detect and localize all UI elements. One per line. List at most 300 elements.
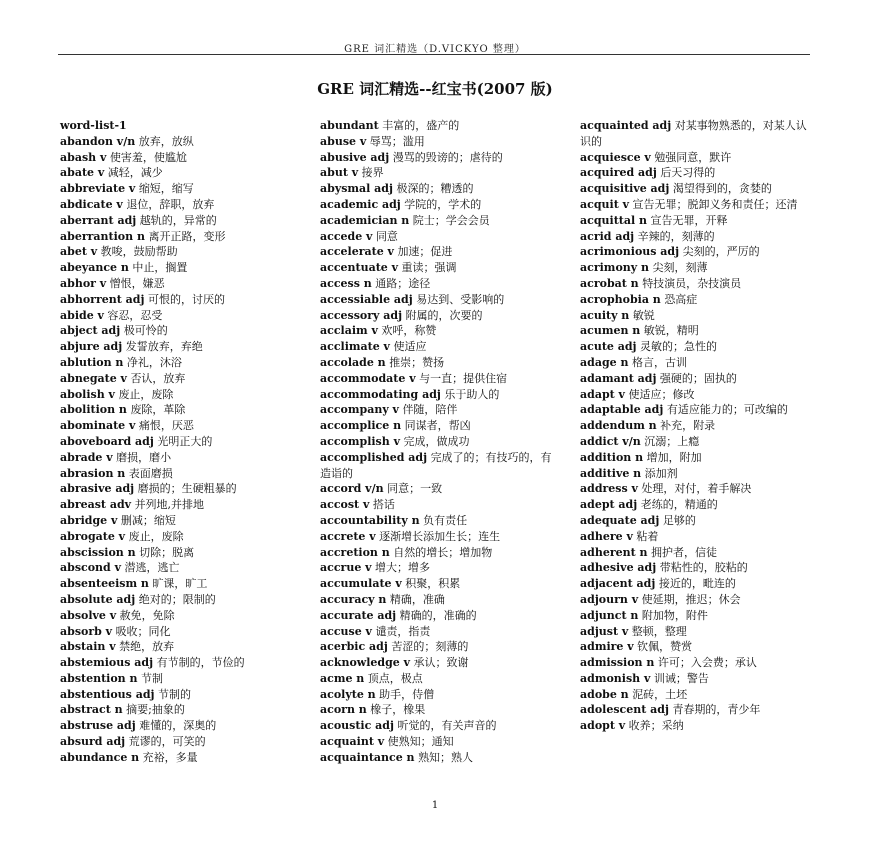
vocab-word: abnegate v [60, 371, 127, 385]
vocab-definition: 精确的，准确的 [399, 608, 477, 622]
vocab-word: word-list-1 [60, 119, 127, 132]
vocab-definition: 荒谬的，可笑的 [128, 735, 206, 749]
vocab-entry [60, 655, 292, 671]
vocab-definition: 教唆，鼓励帮助 [100, 245, 178, 259]
vocab-entry [60, 276, 292, 292]
vocab-definition: 同意 [375, 229, 398, 243]
vocab-word: accentuate v [320, 261, 399, 275]
vocab-definition: 吸收；同化 [115, 624, 171, 638]
vocab-word: abrogate v [60, 529, 126, 543]
vocab-definition: 增加，附加 [646, 450, 702, 464]
vocab-word: accuse v [320, 624, 372, 638]
vocab-definition: 伴随，陪伴 [402, 403, 458, 417]
vocab-word: abrasion n [60, 466, 126, 480]
vocab-entry [320, 450, 552, 482]
vocab-entry [60, 671, 292, 687]
vocab-word: abscission n [60, 545, 136, 559]
vocab-definition: 废除，革除 [130, 403, 186, 417]
vocab-entry [320, 513, 552, 529]
vocab-definition: 节制的 [158, 687, 192, 701]
vocab-word: abandon v/n [60, 134, 136, 148]
vocab-word: acerbic adj [320, 640, 388, 654]
vocab-word: abstentious adj [60, 687, 155, 701]
vocab-definition: 附属的，次要的 [405, 308, 483, 322]
vocab-definition: 节制 [141, 671, 164, 685]
vocab-definition: 磨损，磨小 [116, 450, 172, 464]
vocab-entry [60, 750, 292, 766]
vocab-definition: 重读；强调 [401, 261, 457, 275]
vocab-definition: 强硬的；固执的 [659, 371, 737, 385]
vocab-entry [580, 197, 812, 213]
vocab-word: abuse v [320, 134, 367, 148]
vocab-entry [580, 608, 812, 624]
vocab-definition: 丰富的，盛产的 [382, 119, 460, 132]
vocab-definition: 青春期的，青少年 [672, 703, 761, 717]
vocab-word: adobe n [580, 687, 629, 701]
vocab-entry [60, 181, 292, 197]
vocab-word: acrimony n [580, 261, 649, 275]
header-divider [58, 54, 810, 55]
vocab-word: acoustic adj [320, 719, 394, 733]
vocab-word: adopt v [580, 719, 626, 733]
vocab-entry [320, 181, 552, 197]
vocab-word: abscond v [60, 561, 121, 575]
vocab-word: abolition n [60, 403, 127, 417]
vocab-word: absolve v [60, 608, 117, 622]
vocab-definition: 尖刻，刻薄 [652, 261, 708, 275]
vocab-definition: 使适应；修改 [628, 387, 695, 401]
vocab-definition: 废止，废除 [118, 387, 174, 401]
vocab-entry [60, 118, 292, 134]
vocab-entry [60, 450, 292, 466]
vocab-word: abridge v [60, 513, 118, 527]
vocab-word: abet v [60, 245, 98, 259]
vocab-definition: 可恨的，讨厌的 [147, 292, 225, 306]
vocab-word: abominate v [60, 419, 136, 433]
vocab-entry [60, 687, 292, 703]
vocab-definition: 中止，搁置 [132, 261, 188, 275]
vocab-word: adolescent adj [580, 703, 669, 717]
vocab-entry [320, 655, 552, 671]
vocab-entry [320, 213, 552, 229]
vocab-word: accountability n [320, 513, 420, 527]
vocab-entry [580, 323, 812, 339]
vocab-word: abjure adj [60, 340, 123, 354]
vocab-entry [60, 134, 292, 150]
vocab-definition: 足够的 [662, 513, 696, 527]
vocab-word: abhor v [60, 276, 107, 290]
vocab-definition: 老练的，精通的 [640, 498, 718, 512]
vocab-entry [320, 339, 552, 355]
vocab-word: absenteeism n [60, 577, 149, 591]
vocab-definition: 勉强同意，默许 [654, 150, 732, 164]
vocab-word: accomplish v [320, 434, 400, 448]
vocab-definition: 学院的，学术的 [404, 197, 482, 211]
vocab-definition: 敏锐 [632, 308, 655, 322]
vocab-word: acclaim v [320, 324, 378, 338]
vocab-entry [60, 260, 292, 276]
vocab-definition: 退位，辞职，放弃 [126, 197, 215, 211]
vocab-entry [320, 355, 552, 371]
vocab-entry [320, 292, 552, 308]
vocab-definition: 并列地,并排地 [134, 498, 205, 512]
vocab-word: accomplice n [320, 419, 402, 433]
vocab-entry [320, 687, 552, 703]
vocab-word: acute adj [580, 340, 637, 354]
vocab-entry [60, 466, 292, 482]
vocab-word: aboveboard adj [60, 434, 154, 448]
vocab-entry [580, 450, 812, 466]
vocab-definition: 自然的增长；增加物 [393, 545, 493, 559]
vocab-word: adage n [580, 355, 629, 369]
vocab-entry [60, 323, 292, 339]
vocab-entry [580, 671, 812, 687]
vocab-entry [320, 702, 552, 718]
vocab-word: acorn n [320, 703, 367, 717]
vocab-definition: 绝对的；限制的 [138, 592, 216, 606]
vocab-entry [320, 387, 552, 403]
vocab-definition: 减轻，减少 [107, 166, 163, 180]
vocab-entry [580, 481, 812, 497]
vocab-word: accuracy n [320, 592, 387, 606]
vocab-definition: 格言，古训 [631, 355, 687, 369]
vocab-entry [320, 497, 552, 513]
vocab-word: acolyte n [320, 687, 376, 701]
vocab-word: acquaint v [320, 735, 385, 749]
vocab-word: absolute adj [60, 592, 136, 606]
vocab-word: accord v/n [320, 482, 384, 496]
vocab-entry [320, 560, 552, 576]
vocab-definition: 沉溺；上瘾 [644, 434, 700, 448]
vocab-entry [60, 387, 292, 403]
vocab-entry [580, 244, 812, 260]
vocab-definition: 完成了的；有技巧的，有造诣的 [320, 450, 552, 480]
vocab-definition: 使熟知；通知 [387, 735, 454, 749]
vocab-definition: 灵敏的；急性的 [640, 340, 718, 354]
vocab-entry [60, 292, 292, 308]
vocab-definition: 逐渐增长添加生长；连生 [379, 529, 501, 543]
vocab-definition: 否认，放弃 [130, 371, 186, 385]
vocab-definition: 有节制的，节俭的 [156, 656, 245, 670]
vocab-definition: 同意；一致 [387, 482, 443, 496]
vocab-definition: 充裕，多量 [142, 750, 198, 764]
vocab-entry [580, 339, 812, 355]
vocab-entry [580, 466, 812, 482]
vocab-entry [320, 734, 552, 750]
vocab-definition: 使适应 [393, 340, 427, 354]
vocab-word: abide v [60, 308, 104, 322]
vocab-entry [580, 229, 812, 245]
vocab-definition: 顶点，极点 [367, 671, 423, 685]
vocab-definition: 许可；入会费；承认 [657, 656, 757, 670]
vocab-definition: 收养；采纳 [628, 719, 684, 733]
vocab-definition: 容忍，忍受 [107, 308, 163, 322]
vocab-definition: 磨损的；生硬粗暴的 [137, 482, 237, 496]
vocab-word: adherent n [580, 545, 648, 559]
vocab-definition: 拥护者，信徒 [651, 545, 718, 559]
vocab-word: address v [580, 482, 638, 496]
vocab-word: acknowledge v [320, 656, 411, 670]
vocab-entry [580, 687, 812, 703]
vocab-word: adhesive adj [580, 561, 657, 575]
vocab-entry [320, 244, 552, 260]
vocab-entry [60, 560, 292, 576]
vocab-entry [60, 639, 292, 655]
vocab-word: abreast adv [60, 498, 132, 512]
vocab-word: academic adj [320, 197, 401, 211]
vocab-entry [60, 513, 292, 529]
vocab-entry [580, 402, 812, 418]
vocab-definition: 光明正大的 [157, 434, 213, 448]
vocab-word: accessiable adj [320, 292, 413, 306]
vocab-word: adjust v [580, 624, 629, 638]
vocab-definition: 添加剂 [644, 466, 678, 480]
vocab-entry [580, 418, 812, 434]
vocab-word: acquittal n [580, 213, 647, 227]
running-header: GRE 词汇精选（D.VICKYO 整理） [344, 44, 526, 55]
vocab-word: addendum n [580, 419, 657, 433]
vocab-word: abash v [60, 150, 107, 164]
vocab-definition: 切除；脱离 [139, 545, 195, 559]
vocab-definition: 尖刻的，严厉的 [682, 245, 760, 259]
vocab-word: acquit v [580, 197, 629, 211]
vocab-word: acquaintance n [320, 750, 415, 764]
vocab-entry [320, 371, 552, 387]
vocab-definition: 完成，做成功 [403, 434, 470, 448]
vocab-word: accolade n [320, 355, 386, 369]
vocabulary-column-2 [320, 118, 552, 766]
vocab-definition: 憎恨，嫌恶 [109, 276, 165, 290]
vocab-entry [320, 545, 552, 561]
vocab-definition: 难懂的，深奥的 [139, 719, 217, 733]
vocab-definition: 使延期，推迟；休会 [641, 592, 741, 606]
vocab-definition: 欢呼，称赞 [381, 324, 437, 338]
vocab-word: adequate adj [580, 513, 660, 527]
vocab-entry [60, 229, 292, 245]
vocab-entry [320, 229, 552, 245]
vocab-word: acuity n [580, 308, 630, 322]
vocab-word: accede v [320, 229, 373, 243]
vocab-entry [580, 292, 812, 308]
vocab-entry [60, 481, 292, 497]
vocab-definition: 宣告无罪；脱卸义务和责任；还清 [632, 197, 798, 211]
vocab-definition: 放弃，放纵 [138, 134, 194, 148]
vocab-entry [320, 718, 552, 734]
vocab-entry [320, 402, 552, 418]
vocab-entry [580, 513, 812, 529]
vocab-word: aberrantion n [60, 229, 145, 243]
vocab-definition: 特技演员，杂技演员 [642, 276, 742, 290]
vocab-definition: 极可怜的 [123, 324, 168, 338]
vocab-word: acrid adj [580, 229, 635, 243]
vocab-definition: 漫骂的毁谤的；虐待的 [392, 150, 503, 164]
vocab-entry [320, 197, 552, 213]
vocab-word: accompany v [320, 403, 399, 417]
vocab-word: acme n [320, 671, 365, 685]
vocab-word: adept adj [580, 498, 638, 512]
vocabulary-column-3 [580, 118, 812, 734]
vocab-entry [580, 387, 812, 403]
vocab-word: acrobat n [580, 276, 639, 290]
vocab-definition: 承认；致谢 [413, 656, 469, 670]
page-number: 1 [431, 800, 439, 811]
vocab-word: admonish v [580, 671, 651, 685]
vocab-word: acquired adj [580, 166, 657, 180]
vocab-entry [580, 624, 812, 640]
vocab-definition: 谴责，指责 [375, 624, 431, 638]
vocab-word: abstract n [60, 703, 123, 717]
vocab-definition: 摘要;抽象的 [126, 703, 185, 717]
vocab-entry [60, 592, 292, 608]
vocab-word: addict v/n [580, 434, 641, 448]
vocab-entry [580, 560, 812, 576]
vocab-word: acumen n [580, 324, 641, 338]
vocab-word: accommodating adj [320, 387, 441, 401]
vocab-definition: 熟知；熟人 [418, 750, 474, 764]
vocab-word: additive n [580, 466, 642, 480]
vocab-entry [60, 165, 292, 181]
vocab-definition: 辱骂；滥用 [369, 134, 425, 148]
vocab-definition: 赦免，免除 [119, 608, 175, 622]
vocab-definition: 宣告无罪，开释 [650, 213, 728, 227]
vocab-entry [60, 213, 292, 229]
vocab-entry [580, 497, 812, 513]
vocab-entry [580, 355, 812, 371]
vocab-entry [60, 576, 292, 592]
vocab-entry [60, 545, 292, 561]
vocab-entry [60, 308, 292, 324]
vocab-word: abolish v [60, 387, 115, 401]
vocab-definition: 接界 [361, 166, 384, 180]
vocab-entry [320, 639, 552, 655]
vocab-word: acquisitive adj [580, 182, 670, 196]
vocab-definition: 同谋者，帮凶 [404, 419, 471, 433]
vocab-word: aberrant adj [60, 213, 137, 227]
vocab-word: accessory adj [320, 308, 403, 322]
vocab-definition: 整顿，整理 [631, 624, 687, 638]
vocab-entry [60, 624, 292, 640]
vocab-definition: 接近的，毗连的 [658, 577, 736, 591]
vocab-entry [320, 150, 552, 166]
vocab-word: ablution n [60, 355, 124, 369]
vocab-definition: 积聚，积累 [405, 577, 461, 591]
vocab-entry [60, 371, 292, 387]
vocab-entry [320, 118, 552, 134]
vocab-word: accumulate v [320, 577, 402, 591]
vocab-word: accommodate v [320, 371, 416, 385]
vocab-word: adjunct n [580, 608, 639, 622]
vocabulary-column-1 [60, 118, 292, 766]
vocab-entry [320, 418, 552, 434]
vocab-word: abbreviate v [60, 182, 136, 196]
vocab-definition: 与一直；提供住宿 [419, 371, 508, 385]
vocab-definition: 院士；学会会员 [412, 213, 490, 227]
vocab-definition: 训诫；警告 [653, 671, 709, 685]
vocab-entry [320, 165, 552, 181]
vocab-entry [320, 260, 552, 276]
vocab-definition: 离开正路，变形 [148, 229, 226, 243]
vocab-definition: 听觉的，有关声音的 [397, 719, 497, 733]
vocab-entry [580, 434, 812, 450]
vocab-word: absurd adj [60, 735, 126, 749]
vocab-entry [580, 165, 812, 181]
vocab-entry [320, 608, 552, 624]
vocab-definition: 表面磨损 [128, 466, 173, 480]
vocab-word: accrete v [320, 529, 376, 543]
vocab-entry [60, 244, 292, 260]
vocab-entry [580, 718, 812, 734]
vocab-definition: 对某事物熟悉的，对某人认识的 [580, 119, 807, 148]
vocab-entry [60, 718, 292, 734]
vocab-entry [320, 323, 552, 339]
vocab-definition: 潜逃，逃亡 [124, 561, 180, 575]
vocab-word: abstemious adj [60, 656, 154, 670]
vocab-entry [580, 371, 812, 387]
vocab-entry [320, 624, 552, 640]
vocab-word: adhere v [580, 529, 633, 543]
vocab-definition: 使害羞，使尴尬 [109, 150, 187, 164]
vocab-definition: 泥砖，土坯 [632, 687, 688, 701]
vocab-entry [580, 260, 812, 276]
vocab-definition: 净礼，沐浴 [126, 355, 182, 369]
vocab-entry [580, 276, 812, 292]
vocab-entry [320, 592, 552, 608]
vocab-entry [580, 576, 812, 592]
vocab-entry [580, 655, 812, 671]
vocab-word: acclimate v [320, 340, 390, 354]
page-title: GRE 词汇精选--红宝书(2007 版) [317, 80, 553, 98]
vocab-word: abdicate v [60, 197, 123, 211]
vocab-entry [580, 592, 812, 608]
vocab-word: abysmal adj [320, 182, 393, 196]
vocab-word: accrue v [320, 561, 372, 575]
vocab-entry [580, 639, 812, 655]
vocab-word: accurate adj [320, 608, 397, 622]
vocab-definition: 精确，准确 [389, 592, 445, 606]
vocab-definition: 橡子，橡果 [370, 703, 426, 717]
vocab-entry [580, 529, 812, 545]
vocab-definition: 加速；促进 [397, 245, 453, 259]
vocab-word: accretion n [320, 545, 390, 559]
vocab-definition: 易达到、受影响的 [416, 292, 505, 306]
vocab-entry [580, 150, 812, 166]
vocab-word: abstention n [60, 671, 138, 685]
vocab-entry [580, 702, 812, 718]
vocab-entry [580, 545, 812, 561]
vocab-definition: 辛辣的，刻薄的 [637, 229, 715, 243]
vocab-word: adjacent adj [580, 577, 656, 591]
vocab-word: absorb v [60, 624, 113, 638]
vocab-definition: 粘着 [636, 529, 659, 543]
vocab-definition: 带粘性的，胶粘的 [659, 561, 748, 575]
vocab-definition: 补充，附录 [660, 419, 716, 433]
vocab-definition: 极深的；糟透的 [396, 182, 474, 196]
vocab-definition: 有适应能力的；可改编的 [666, 403, 788, 417]
vocab-definition: 负有责任 [423, 513, 468, 527]
vocab-word: abstruse adj [60, 719, 136, 733]
vocab-entry [60, 355, 292, 371]
vocab-entry [580, 118, 812, 150]
vocab-definition: 助手，侍僧 [379, 687, 435, 701]
vocab-word: acrimonious adj [580, 245, 680, 259]
vocab-definition: 搭话 [372, 498, 395, 512]
vocab-entry [60, 608, 292, 624]
vocab-definition: 痛恨，厌恶 [138, 419, 194, 433]
vocab-entry [60, 339, 292, 355]
vocab-word: academician n [320, 213, 410, 227]
vocab-entry [60, 150, 292, 166]
vocab-entry [60, 529, 292, 545]
